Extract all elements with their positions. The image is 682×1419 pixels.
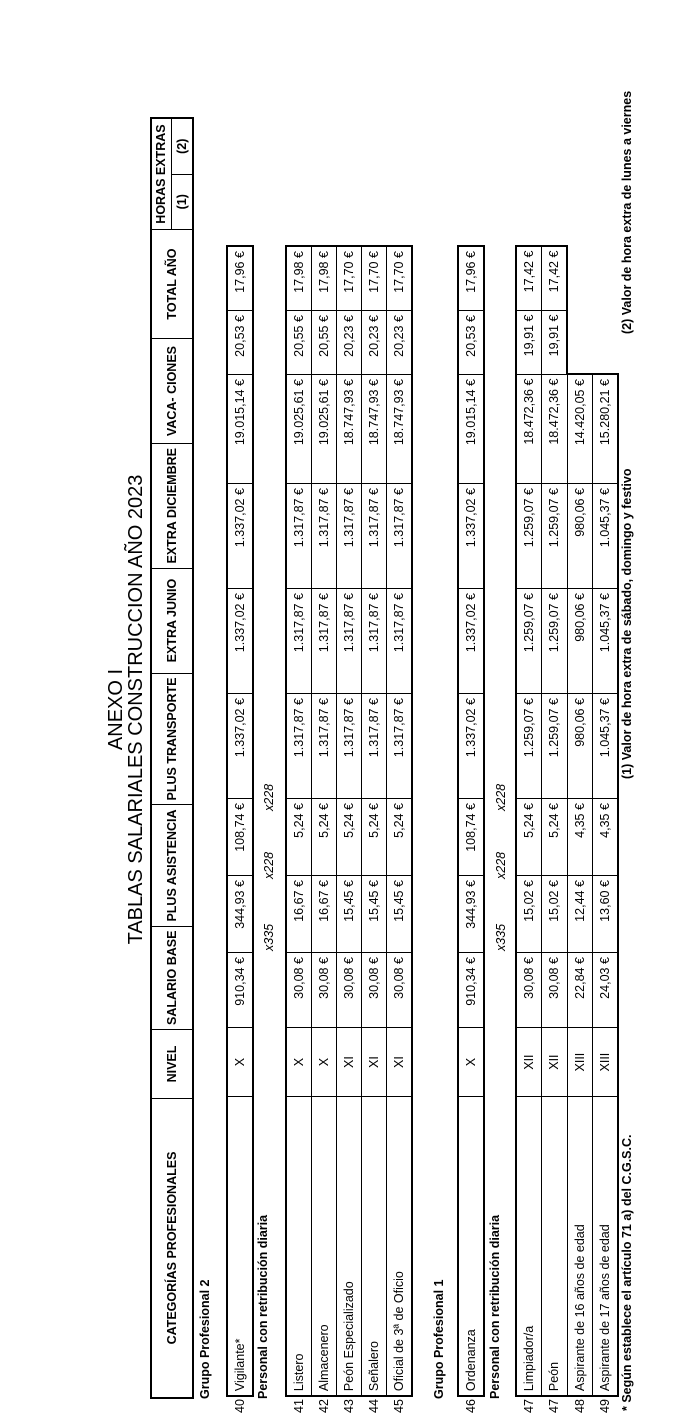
table-row — [387, 246, 413, 1413]
cell-vacaciones: 1.045,37 € — [592, 484, 618, 589]
cell-h1: 20,23 € — [337, 311, 362, 375]
group2-mult-transporte: x228 — [262, 783, 276, 811]
header-nivel: NIVEL — [151, 1030, 193, 1099]
cell-h2 — [567, 246, 592, 311]
row-number: 46 — [464, 1399, 478, 1413]
cell-total: 19.025,61 € — [312, 375, 337, 484]
cell-h2 — [592, 246, 618, 311]
table-row — [516, 246, 542, 1413]
cell-vacaciones: 1.317,87 € — [312, 484, 337, 589]
cell-cat: Limpiador/a — [516, 1097, 542, 1397]
cell-cat: Peón Especializado — [337, 1097, 362, 1397]
row-number: 44 — [367, 1399, 381, 1413]
cell-junio: 1.317,87 € — [312, 694, 337, 799]
cell-cat: Peón — [542, 1097, 568, 1397]
cell-nivel: XIII — [592, 1028, 618, 1097]
cell-total: 18.747,93 € — [362, 375, 387, 484]
table-title: TABLAS SALARIALES CONSTRUCCION AÑO 2023 — [125, 474, 147, 945]
cell-cat: Aspirante de 17 años de edad — [592, 1097, 618, 1397]
header-table — [150, 117, 194, 1413]
group1-mult-salario: x335 — [494, 923, 508, 951]
cell-junio: 1.337,02 € — [227, 694, 253, 799]
cell-h1 — [567, 310, 592, 374]
cell-transporte: 4,35 € — [592, 799, 618, 876]
cell-junio: 1.337,02 € — [458, 694, 484, 799]
group2-daily-label: Personal con retribución diaria — [256, 1214, 270, 1399]
cell-cat: Listero — [286, 1097, 312, 1397]
row-number: 41 — [291, 1399, 306, 1413]
row-number: 42 — [317, 1399, 331, 1413]
cell-total: 15.280,21 € — [592, 374, 618, 484]
cell-asistencia: 15,02 € — [516, 876, 542, 953]
cell-total: 18.472,36 € — [516, 374, 542, 484]
cell-salario: 30,08 € — [362, 953, 387, 1028]
row-number: 48 — [572, 1399, 587, 1413]
header-junio: EXTRA JUNIO — [151, 568, 193, 673]
cell-salario: 22,84 € — [567, 953, 592, 1028]
cell-nivel: X — [227, 1028, 253, 1097]
header-categoria: CATEGORÍAS PROFESIONALES — [151, 1099, 193, 1399]
cell-diciembre: 1.317,87 € — [362, 589, 387, 694]
cell-h2: 17,96 € — [458, 246, 484, 311]
cell-transporte: 108,74 € — [227, 799, 253, 876]
cell-salario: 24,03 € — [592, 953, 618, 1028]
cell-total: 19.015,14 € — [227, 375, 253, 484]
cell-salario: 30,08 € — [312, 953, 337, 1028]
cell-asistencia: 16,67 € — [286, 876, 312, 953]
cell-cat: Vigilante* — [227, 1097, 253, 1397]
cell-cat: Señalero — [362, 1097, 387, 1397]
cell-salario: 910,34 € — [227, 953, 253, 1028]
cell-transporte: 5,24 € — [542, 799, 568, 876]
row-number: 43 — [342, 1399, 356, 1413]
note-1: (1) Valor de hora extra de sábado, domingo y festivo — [620, 468, 634, 779]
cell-diciembre: 1.337,02 € — [458, 589, 484, 694]
cell-vacaciones: 1.337,02 € — [458, 484, 484, 589]
note-2: (2) Valor de hora extra de lunes a viernes — [620, 90, 634, 334]
cell-diciembre: 1.317,87 € — [286, 589, 312, 694]
cell-transporte: 4,35 € — [567, 799, 592, 876]
cell-transporte: 5,24 € — [286, 799, 312, 876]
cell-asistencia: 15,45 € — [387, 876, 413, 953]
cell-vacaciones: 1.317,87 € — [337, 484, 362, 589]
cell-diciembre: 1.259,07 € — [516, 589, 542, 694]
cell-h2: 17,42 € — [542, 246, 568, 311]
group2-mult-asistencia: x228 — [262, 851, 276, 879]
cell-vacaciones: 1.259,07 € — [516, 484, 542, 589]
cell-total: 19.015,14 € — [458, 375, 484, 484]
cell-vacaciones: 980,06 € — [567, 484, 592, 589]
cell-diciembre: 1.317,87 € — [387, 589, 413, 694]
cell-diciembre: 1.337,02 € — [227, 589, 253, 694]
group1-top-table — [457, 245, 485, 1413]
cell-nivel: X — [458, 1028, 484, 1097]
cell-junio: 1.317,87 € — [337, 694, 362, 799]
cell-vacaciones: 1.317,87 € — [387, 484, 413, 589]
cell-cat: Aspirante de 16 años de edad — [567, 1097, 592, 1397]
cell-transporte: 5,24 € — [312, 799, 337, 876]
cell-salario: 30,08 € — [516, 953, 542, 1028]
cell-vacaciones: 1.317,87 € — [362, 484, 387, 589]
cell-junio: 980,06 € — [567, 694, 592, 799]
group1-rows-table — [515, 245, 619, 1413]
cell-nivel: X — [312, 1028, 337, 1097]
header-diciembre: EXTRA DICIEMBRE — [151, 444, 193, 569]
header-vacaciones: VACA- CIONES — [151, 339, 193, 444]
cell-total: 19.025,61 € — [286, 375, 312, 484]
cell-diciembre: 1.317,87 € — [312, 589, 337, 694]
cell-h1: 20,23 € — [362, 311, 387, 375]
cell-asistencia: 344,93 € — [227, 876, 253, 953]
cell-transporte: 5,24 € — [516, 799, 542, 876]
cell-h2: 17,98 € — [286, 246, 312, 311]
cell-salario: 30,08 € — [542, 953, 568, 1028]
cell-asistencia: 15,45 € — [362, 876, 387, 953]
header-asistencia: PLUS ASISTENCIA — [151, 805, 193, 926]
cell-salario: 30,08 € — [387, 953, 413, 1028]
table-row — [227, 246, 253, 1413]
cell-h2: 17,70 € — [337, 246, 362, 311]
cell-h1: 20,53 € — [227, 311, 253, 375]
row-number: 45 — [392, 1399, 407, 1413]
header-salario: SALARIO BASE — [151, 926, 193, 1029]
cell-h1: 19,91 € — [542, 310, 568, 374]
cell-nivel: XI — [387, 1028, 413, 1097]
cell-junio: 1.259,07 € — [516, 694, 542, 799]
cell-junio: 1.045,37 € — [592, 694, 618, 799]
group2-top-table — [226, 245, 254, 1413]
header-total: TOTAL AÑO — [151, 230, 193, 339]
cell-h2: 17,98 € — [312, 246, 337, 311]
annex-title: ANEXO I — [105, 668, 127, 751]
cell-junio: 1.317,87 € — [362, 694, 387, 799]
row-number: 47 — [521, 1399, 536, 1413]
cell-transporte: 5,24 € — [362, 799, 387, 876]
group2-label: Grupo Profesional 2 — [198, 1279, 212, 1399]
cell-asistencia: 344,93 € — [458, 876, 484, 953]
cell-nivel: XIII — [567, 1028, 592, 1097]
cell-salario: 30,08 € — [286, 953, 312, 1028]
cell-transporte: 108,74 € — [458, 799, 484, 876]
group2-rows-table — [285, 245, 413, 1413]
cell-h2: 17,70 € — [362, 246, 387, 311]
header-horas-label: HORAS EXTRAS — [152, 119, 172, 229]
cell-vacaciones: 1.337,02 € — [227, 484, 253, 589]
cell-total: 18.747,93 € — [387, 375, 413, 484]
group1-daily-label: Personal con retribución diaria — [488, 1214, 502, 1399]
cell-transporte: 5,24 € — [387, 799, 413, 876]
cell-cat: Ordenanza — [458, 1097, 484, 1397]
header-transporte: PLUS TRANSPORTE — [151, 673, 193, 805]
table-row — [362, 246, 387, 1413]
header-h1: (1) — [172, 174, 192, 230]
cell-diciembre: 1.045,37 € — [592, 589, 618, 694]
cell-transporte: 5,24 € — [337, 799, 362, 876]
cell-junio: 1.259,07 € — [542, 694, 568, 799]
cell-h1 — [592, 310, 618, 374]
cell-total: 18.747,93 € — [337, 375, 362, 484]
cell-junio: 1.317,87 € — [286, 694, 312, 799]
cell-h2: 17,70 € — [387, 246, 413, 311]
cell-vacaciones: 1.259,07 € — [542, 484, 568, 589]
cell-nivel: XII — [516, 1028, 542, 1097]
cell-diciembre: 1.259,07 € — [542, 589, 568, 694]
cell-salario: 30,08 € — [337, 953, 362, 1028]
group1-mult-transporte: x228 — [494, 783, 508, 811]
row-number: 47 — [547, 1399, 562, 1413]
cell-cat: Almacenero — [312, 1097, 337, 1397]
table-row — [542, 246, 568, 1413]
cell-diciembre: 980,06 € — [567, 589, 592, 694]
cell-asistencia: 15,45 € — [337, 876, 362, 953]
cell-nivel: XII — [542, 1028, 568, 1097]
cell-asistencia: 13,60 € — [592, 876, 618, 953]
cell-asistencia: 15,02 € — [542, 876, 568, 953]
group1-label: Grupo Profesional 1 — [432, 1279, 446, 1399]
row-number: 49 — [597, 1399, 612, 1413]
cell-cat: Oficial de 3ª de Oficio — [387, 1097, 413, 1397]
table-row — [286, 246, 312, 1413]
header-h2: (2) — [175, 138, 189, 154]
cell-h1: 20,55 € — [312, 311, 337, 375]
cell-nivel: XI — [337, 1028, 362, 1097]
cell-h1: 20,53 € — [458, 311, 484, 375]
table-row — [458, 246, 484, 1413]
cell-total: 14.420,05 € — [567, 374, 592, 484]
cell-total: 18.472,36 € — [542, 374, 568, 484]
header-horas-extras — [151, 118, 193, 230]
table-row — [592, 246, 618, 1413]
cell-asistencia: 16,67 € — [312, 876, 337, 953]
row-number: 40 — [233, 1399, 247, 1413]
group2-mult-salario: x335 — [262, 923, 276, 951]
note-star: * Según establece el artículo 71 a) del C.G.S.C. — [620, 1134, 634, 1411]
cell-h2: 17,96 € — [227, 246, 253, 311]
cell-nivel: X — [286, 1028, 312, 1097]
cell-h2: 17,42 € — [516, 246, 542, 311]
group1-mult-asistencia: x228 — [494, 851, 508, 879]
cell-junio: 1.317,87 € — [387, 694, 413, 799]
table-row — [337, 246, 362, 1413]
table-row — [312, 246, 337, 1413]
cell-salario: 910,34 € — [458, 953, 484, 1028]
cell-h1: 20,23 € — [387, 311, 413, 375]
cell-nivel: XI — [362, 1028, 387, 1097]
cell-h1: 20,55 € — [286, 311, 312, 375]
cell-h1: 19,91 € — [516, 310, 542, 374]
cell-asistencia: 12,44 € — [567, 876, 592, 953]
cell-diciembre: 1.317,87 € — [337, 589, 362, 694]
cell-vacaciones: 1.317,87 € — [286, 484, 312, 589]
table-row — [567, 246, 592, 1413]
